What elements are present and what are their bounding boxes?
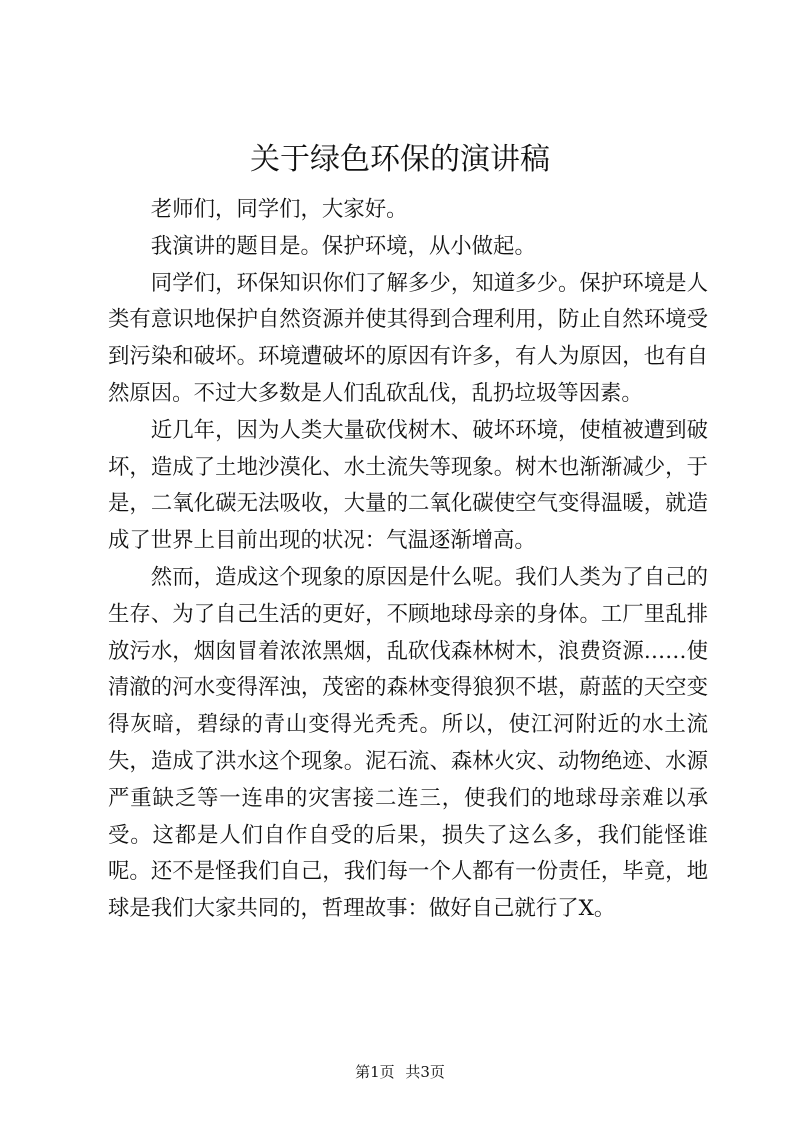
- paragraph-greeting: 老师们，同学们，大家好。: [150, 197, 408, 222]
- paragraph-causes: 然而，造成这个现象的原因是什么呢。我们人类为了自己的生存、为了自己生活的更好，不顾地球母亲的身体。工厂里乱排放污水，烟囱冒着浓浓黑烟，乱砍伐森林树木，浪费资源……使清澈的河水变得浑浊，茂密的森林变得狼狈不堪，蔚蓝的天空变得灰暗，碧绿的青山变得光秃秃。所以，使江河附近的水土流失，造成了洪水这个现象。泥石流、森林火灾、动物绝迹、水源严重缺乏等一连串的灾害接二连三，使我们的地球母亲难以承受。这都是人们自作自受的后果，损失了这么多，我们能怪谁呢。还不是怪我们自己，我们每一个人都有一份责任，毕竟，地球是我们大家共同的，哲理故事：做好自己就行了X。: [108, 564, 708, 922]
- page-number: 第1页: [355, 1063, 395, 1081]
- paragraph-intro: 同学们，环保知识你们了解多少，知道多少。保护环境是人类有意识地保护自然资源并使其得到合理利用，防止自然环境受到污染和破坏。环境遭破坏的原因有许多，有人为原因，也有自然原因。不过大多数是人们乱砍乱伐，乱扔垃圾等因素。: [108, 270, 708, 406]
- document-body: [108, 192, 708, 928]
- paragraph-topic: 我演讲的题目是。保护环境，从小做起。: [150, 233, 536, 259]
- page-total: 共3页: [405, 1063, 445, 1081]
- page-footer: [0, 1062, 800, 1082]
- document-title: 关于绿色环保的演讲稿: [250, 142, 550, 177]
- paragraph-effects: 近几年，因为人类大量砍伐树木、破坏环境，使植被遭到破坏，造成了土地沙漠化、水土流失等现象。树木也渐渐减少，于是，二氧化碳无法吸收，大量的二氧化碳使空气变得温暖，就造成了世界上目前出现的状况：气温逐渐增高。: [108, 417, 708, 554]
